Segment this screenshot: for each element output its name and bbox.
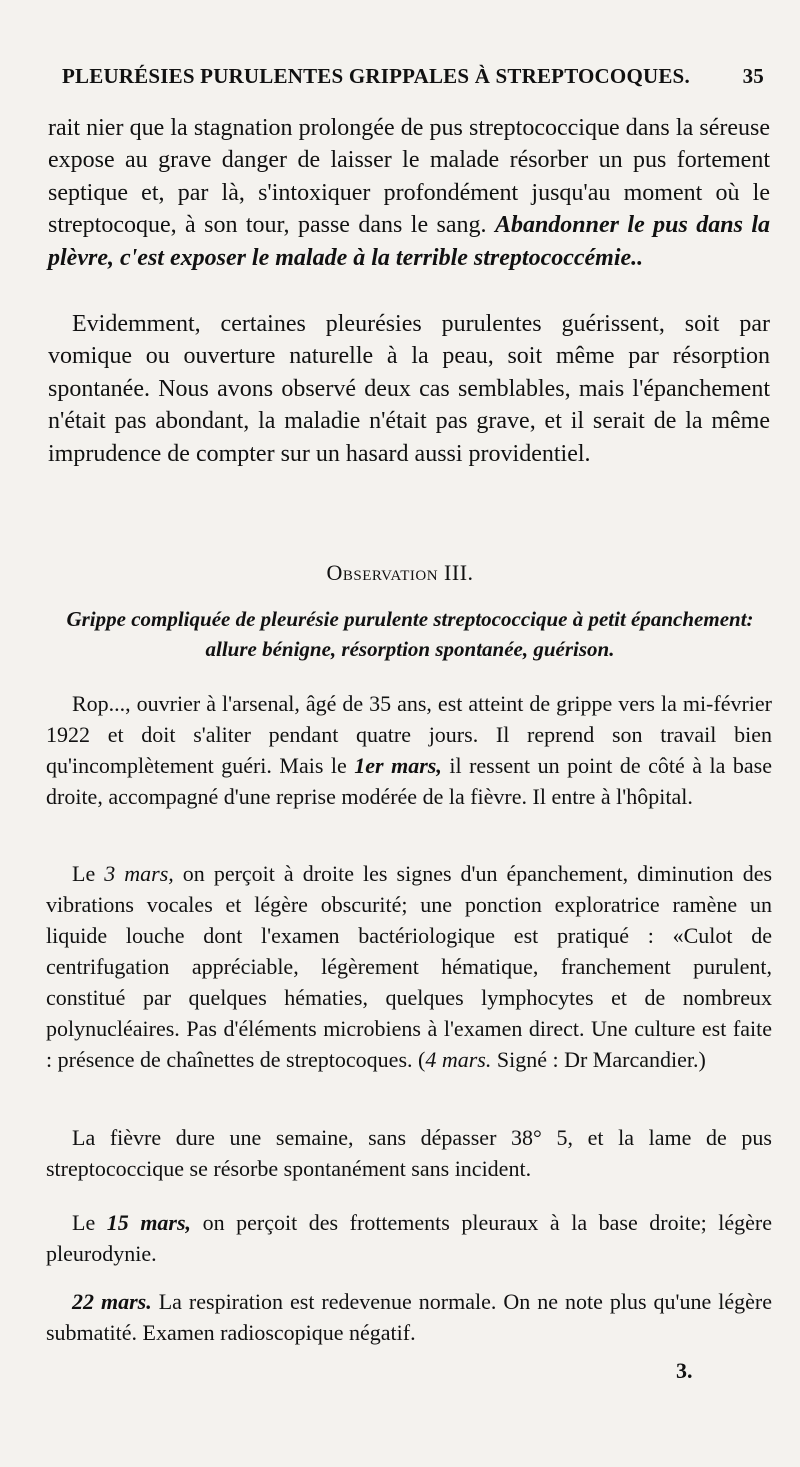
observation-subtitle: Grippe compliquée de pleurésie purulente streptococcique à petit épanchement: allure bénigne, résorption spontanée, guérison. (66, 607, 754, 661)
obs-p3-text: La fièvre dure une semaine, sans dépasser 38° 5, et la lame de pus streptococcique se résorbe spontanément sans incident. (46, 1125, 772, 1181)
obs-p4-start: Le (72, 1210, 107, 1235)
obs-p1-end: il ressent un point de côté à la base droite, accompagné d'une reprise modérée de la fièvre. Il entre à l'hôpital. (46, 753, 773, 809)
obs-p2-start: Le (72, 861, 105, 886)
observation-title-text: Observation III. (326, 560, 474, 585)
paragraph-1-text: rait nier que la stagnation prolongée de pus streptococcique dans la séreuse expose au grave danger de laisser le malade résorber un pus fortement septique et, par là, s'intoxiquer profondément jusqu'au moment où le streptocoque, à son tour, passe dans le sang. (48, 115, 770, 239)
observation-title (0, 560, 800, 586)
paragraph-2-text: Evidemment, certaines pleurésies purulentes guérissent, soit par vomique ou ouverture naturelle à la peau, soit même par résorption spontanée. Nous avons observé deux cas semblables, mais l'épanchement n'était pas abondant, la maladie n'était pas grave, et il serait de la même imprudence de compter sur un hasard aussi providentiel. (48, 311, 770, 467)
obs-paragraph-3 (46, 1122, 772, 1184)
paragraph-1 (48, 112, 770, 274)
paragraph-2 (48, 308, 770, 470)
obs-p5-end: La respiration est redevenue normale. On ne note plus qu'une légère submatité. Examen radioscopique négatif. (46, 1289, 772, 1345)
paragraph-1-italic: Abandonner le pus dans la plèvre, c'est exposer le malade à la terrible streptococcémie.. (48, 212, 771, 271)
obs-p2-date: 3 mars, (104, 861, 174, 886)
obs-paragraph-4 (46, 1207, 772, 1269)
obs-paragraph-2 (46, 858, 772, 1075)
obs-p2-date2: 4 mars. (425, 1047, 492, 1072)
running-title: PLEURÉSIES PURULENTES GRIPPALES À STREPTOCOQUES. (62, 64, 690, 88)
obs-paragraph-1 (46, 688, 772, 812)
obs-p4-date: 15 mars, (106, 1210, 192, 1235)
obs-p1-start: Rop..., ouvrier à l'arsenal, âgé de 35 ans, est atteint de grippe vers la mi-février 1922 et doit s'aliter pendant quatre jours. Il reprend son travail bien qu'incomplètement guéri. Mais le (46, 691, 772, 778)
obs-p5-date: 22 mars. (72, 1289, 152, 1314)
running-head (62, 64, 764, 89)
obs-p2-middle: on perçoit à droite les signes d'un épanchement, diminution des vibrations vocales et légère obscurité; une ponction exploratrice ramène un liquide louche dont l'examen bactériologique est pratiqué : «Culot de centrifugation appréciable, légèrement hématique, franchement purulent, constitué par quelques hématies, quelques lymphocytes et de nombreux polynucléaires. Pas d'éléments microbiens à l'examen direct. Une culture est faite : présence de chaînettes de streptocoques. ( (46, 861, 773, 1072)
signature-mark: 3. (676, 1358, 693, 1383)
obs-p4-end: on perçoit des frottements pleuraux à la base droite; légère pleurodynie. (46, 1210, 773, 1266)
obs-paragraph-5 (46, 1286, 772, 1348)
page-number-top: 35 (742, 64, 764, 88)
obs-p1-date: 1er mars, (354, 753, 442, 778)
obs-p2-signed: Signé : Dr Marcandier.) (491, 1047, 706, 1072)
